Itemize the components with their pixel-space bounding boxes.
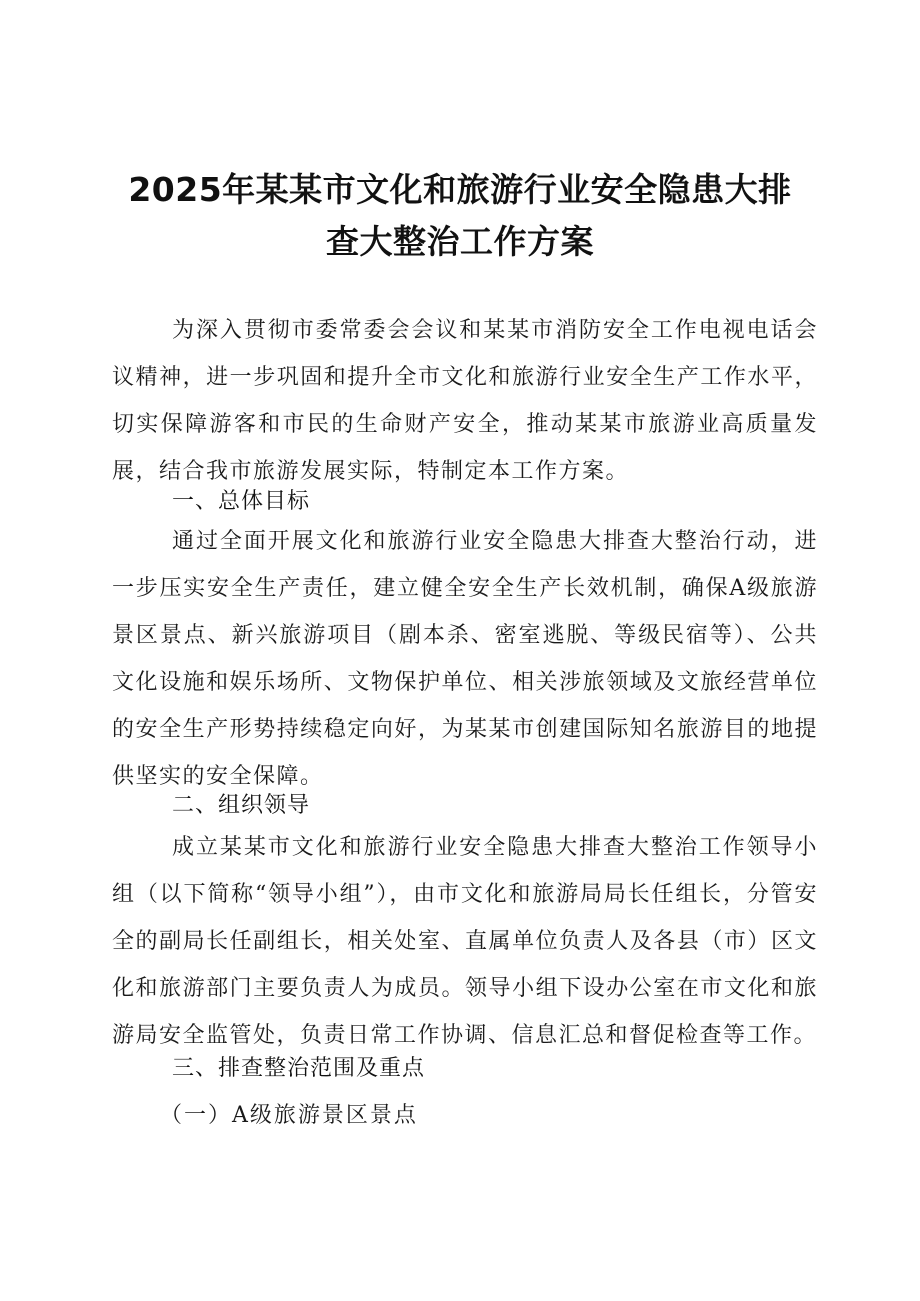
section-heading-scope: 三、排查整治范围及重点 xyxy=(172,1056,426,1081)
subsection-heading-a-level-scenic: （一）A级旅游景区景点 xyxy=(160,1103,418,1128)
section-heading-organization: 二、组织领导 xyxy=(172,793,311,818)
intro-paragraph: 为深入贯彻市委常委会会议和某某市消防安全工作电视电话会议精神，进一步巩固和提升全市文化和旅游行业安全生产工作水平，切实保障游客和市民的生命财产安全，推动某某市旅游业高质量发展，结合我市旅游发展实际，特制定本工作方案。 xyxy=(112,318,818,484)
section-body-overall-goal: 通过全面开展文化和旅游行业安全隐患大排查大整治行动，进一步压实安全生产责任，建立健全安全生产长效机制，确保A级旅游景区景点、新兴旅游项目（剧本杀、密室逃脱、等级民宿等）、公共文化设施和娱乐场所、文物保护单位、相关涉旅领域及文旅经营单位的安全生产形势持续稳定向好，为某某市创建国际知名旅游目的地提供坚实的安全保障。 xyxy=(112,529,818,789)
document-title-line-1: 2025年某某市文化和旅游行业安全隐患大排 xyxy=(128,170,792,209)
section-body-organization: 成立某某市文化和旅游行业安全隐患大排查大整治工作领导小组（以下简称“领导小组”），由市文化和旅游局局长任组长，分管安全的副局长任副组长，相关处室、直属单位负责人及各县（市）区文化和旅游部门主要负责人为成员。领导小组下设办公室在市文化和旅游局安全监管处，负责日常工作协调、信息汇总和督促检查等工作。 xyxy=(112,835,818,1048)
document-title-line-2: 查大整治工作方案 xyxy=(326,222,594,261)
section-heading-overall-goal: 一、总体目标 xyxy=(172,489,311,514)
